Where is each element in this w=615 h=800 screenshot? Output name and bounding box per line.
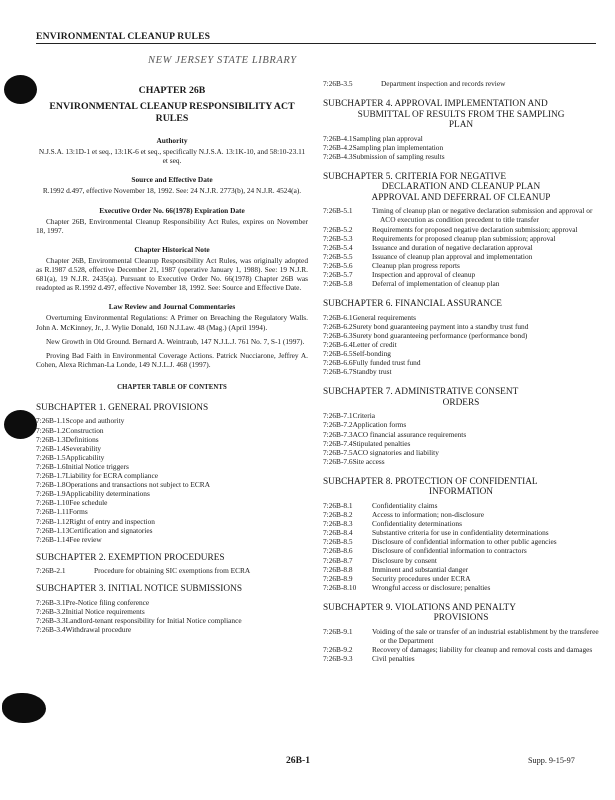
subchapter-line: INFORMATION <box>428 487 494 498</box>
subchapter-line: ORDERS <box>442 397 480 408</box>
section-number: 7:26B-4.2 <box>323 142 353 152</box>
subchapter-line: PLAN <box>448 120 474 131</box>
section-number: 7:26B-8.1 <box>323 500 353 510</box>
section-number: 7:26B-8.5 <box>323 537 353 547</box>
authority-text: N.J.S.A. 13:1D-1 et seq., 13:1K-6 et seq., specifically N.J.S.A. 13:1K-10, and 58:10-23.11 et seq. <box>38 147 306 166</box>
section-number: 7:26B-8.9 <box>323 573 353 583</box>
section-number: 7:26B-3.3 <box>36 616 66 626</box>
section-title: Surety bond guaranteeing payment into a standby trust fund <box>352 321 529 331</box>
toc-list <box>323 501 599 592</box>
toc-entry <box>323 430 599 439</box>
subchapter-heading: SUBCHAPTER 1. GENERAL PROVISIONS <box>36 402 209 413</box>
law-review-entry: Proving Bad Faith in Environmental Coverage Actions. Patrick Nucciarone, Jeffrey A. Cohen, Alexa Richman-La Londe, 149 N.J.L.J. 468 (1997). <box>36 350 308 369</box>
section-title: ACO signatories and liability <box>352 447 439 457</box>
section-title: Initial Notice requirements <box>65 606 145 616</box>
section-title: Applicability <box>65 452 105 462</box>
section-title: Withdrawal procedure <box>65 625 132 635</box>
section-number: 7:26B-6.1 <box>323 312 353 322</box>
toc-entry <box>36 507 308 516</box>
running-header: ENVIRONMENTAL CLEANUP RULES <box>36 31 211 42</box>
section-title: Right of entry and inspection <box>69 516 155 526</box>
toc-entry <box>36 517 308 526</box>
section-title: Fully funded trust fund <box>352 358 421 368</box>
toc-entry <box>323 143 599 152</box>
toc-entry <box>36 416 308 425</box>
section-title: ACO financial assurance requirements <box>352 429 467 439</box>
toc-entry <box>323 645 599 654</box>
source-heading: Source and Effective Date <box>131 175 213 185</box>
toc-entry <box>323 349 599 358</box>
section-title: Scope and authority <box>65 416 125 426</box>
section-title: Voiding of the sale or transfer of an industrial establishment by the transferee or the Department <box>372 626 599 645</box>
subchapter-line: APPROVAL AND DEFERRAL OF CLEANUP <box>371 192 551 203</box>
section-number: 7:26B-5.1 <box>323 206 353 216</box>
toc-entry <box>323 225 599 234</box>
subchapter-heading <box>323 603 599 624</box>
toc-entry <box>323 654 599 663</box>
section-title: Site access <box>352 456 385 466</box>
toc-entry <box>323 313 599 322</box>
section-title: Application forms <box>352 420 407 430</box>
section-number: 7:26B-1.12 <box>36 516 70 526</box>
section-number: 7:26B-5.4 <box>323 242 353 252</box>
section-number: 7:26B-6.7 <box>323 367 353 377</box>
section-title: Disclosure of confidential information to contractors <box>372 546 527 556</box>
toc-entry <box>323 79 599 88</box>
toc-list <box>36 566 308 575</box>
section-number: 7:26B-2.1 <box>36 566 66 576</box>
toc-entry <box>36 607 308 616</box>
section-number: 7:26B-1.11 <box>36 507 69 517</box>
toc-entry <box>36 498 308 507</box>
historical-note-text: Chapter 26B, Environmental Cleanup Responsibility Act Rules, was originally adopted as R.1987 d.528, effective December 21, 1987 (operative January 1, 1988). See: 19 N.J.R. 681(a), 19 N.J.R. 2435(a). Pursuant to Executive Order No. 66(1978) Chapter 26B was readopted as R.1992 d.497, effective November 18, 1992. See: Source and Effective Date. <box>36 255 308 293</box>
section-title: Requirements for proposed cleanup plan submission; approval <box>372 233 556 243</box>
section-title: Operations and transactions not subject to ECRA <box>65 480 210 490</box>
toc-entry <box>323 420 599 429</box>
toc-entry <box>323 340 599 349</box>
section-number: 7:26B-4.3 <box>323 151 353 161</box>
section-title: Sampling plan approval <box>352 133 423 143</box>
toc-entry <box>323 270 599 279</box>
toc-entry <box>323 152 599 161</box>
toc-entry <box>36 480 308 489</box>
toc-entry <box>323 565 599 574</box>
section-number: 7:26B-5.7 <box>323 270 353 280</box>
page-number: 26B-1 <box>286 755 310 766</box>
section-title: Criteria <box>352 411 376 421</box>
section-title: Liability for ECRA compliance <box>65 471 158 481</box>
toc-entry <box>323 583 599 592</box>
toc-entry <box>323 537 599 546</box>
section-title: Surety bond guaranteeing performance (performance bond) <box>352 330 528 340</box>
section-title: Severability <box>65 443 102 453</box>
toc-entry <box>323 519 599 528</box>
section-title: Sampling plan implementation <box>352 142 444 152</box>
subchapter-line: SUBCHAPTER 7. ADMINISTRATIVE CONSENT <box>323 387 519 398</box>
section-number: 7:26B-5.6 <box>323 260 353 270</box>
toc-entry <box>323 574 599 583</box>
historical-note-heading: Chapter Historical Note <box>134 244 210 254</box>
section-title: Procedure for obtaining SIC exemptions from ECRA <box>94 566 251 576</box>
section-title: Access to information; non-disclosure <box>372 510 484 520</box>
subchapter-line: SUBCHAPTER 9. VIOLATIONS AND PENALTY <box>323 602 516 613</box>
toc-entry <box>323 448 599 457</box>
toc-entry <box>36 435 308 444</box>
section-number: 7:26B-6.3 <box>323 330 353 340</box>
section-title: Forms <box>68 507 88 517</box>
toc-entry <box>36 426 308 435</box>
punch-hole-top <box>4 75 37 104</box>
toc-entry <box>323 358 599 367</box>
toc-entry <box>323 279 599 288</box>
right-column <box>323 79 599 663</box>
subchapter-heading: SUBCHAPTER 2. EXEMPTION PROCEDURES <box>36 552 225 563</box>
subchapter-heading <box>323 477 599 498</box>
toc-entry <box>323 501 599 510</box>
section-title: General requirements <box>352 312 417 322</box>
header-rule <box>36 43 596 44</box>
toc-entry <box>36 453 308 462</box>
law-review-entry: Overturning Environmental Regulations: A Primer on Breaching the Regulatory Walls. John A. McKinney, Jr., J. Wylie Donald, 160 N.J.Law. 48 (Mag.) (April 1994). <box>36 313 308 332</box>
section-number: 7:26B-8.3 <box>323 519 353 529</box>
executive-order-heading: Executive Order No. 66(1978) Expiration Date <box>99 205 245 215</box>
toc-entry <box>323 252 599 261</box>
section-number: 7:26B-7.5 <box>323 447 353 457</box>
subchapter-line: DECLARATION AND CLEANUP PLAN <box>381 182 541 193</box>
toc-entry <box>36 462 308 471</box>
section-title: Timing of cleanup plan or negative declaration submission and approval or ACO execution as condition precedent to title transfer <box>372 206 593 225</box>
section-number: 7:26B-1.1 <box>36 416 66 426</box>
toc-list <box>323 134 599 161</box>
subchapter-heading: SUBCHAPTER 3. INITIAL NOTICE SUBMISSIONS <box>36 584 243 595</box>
toc-entry <box>323 367 599 376</box>
section-number: 7:26B-5.5 <box>323 251 353 261</box>
toc-entry <box>323 457 599 466</box>
section-number: 7:26B-9.1 <box>323 626 353 636</box>
punch-hole-middle <box>4 410 37 439</box>
section-number: 7:26B-6.4 <box>323 340 353 349</box>
section-number: 7:26B-8.4 <box>323 528 353 538</box>
section-number: 7:26B-1.10 <box>36 498 70 508</box>
section-number: 7:26B-3.2 <box>36 606 66 616</box>
section-title: Letter of credit <box>352 340 397 349</box>
source-text: R.1992 d.497, effective November 18, 1992. See: 24 N.J.R. 2773(b), 24 N.J.R. 4524(a). <box>42 186 302 196</box>
section-number: 7:26B-6.2 <box>323 321 353 331</box>
section-number: 7:26B-9.2 <box>323 645 353 655</box>
toc-entry <box>323 546 599 555</box>
toc-entry <box>323 439 599 448</box>
section-title: Landlord-tenant responsibility for Initial Notice compliance <box>65 616 242 626</box>
section-title: Certification and signatories <box>69 525 153 535</box>
toc-entry <box>323 234 599 243</box>
law-review-entry: New Growth in Old Ground. Bernard A. Weintraub, 147 N.J.L.J. 761 No. 7, S-1 (1997). <box>46 336 305 346</box>
toc-entry <box>36 535 308 544</box>
section-title: Self-bonding <box>352 349 391 359</box>
toc-entry <box>323 510 599 519</box>
table-of-contents-heading: CHAPTER TABLE OF CONTENTS <box>117 383 227 391</box>
toc-entry <box>323 261 599 270</box>
section-number: 7:26B-1.9 <box>36 489 66 499</box>
section-title: Standby trust <box>352 367 392 377</box>
section-title: Construction <box>65 425 104 435</box>
section-title: Substantive criteria for use in confidentiality determinations <box>372 528 549 538</box>
subchapter-line: SUBMITTAL OF RESULTS FROM THE SAMPLING <box>357 109 565 120</box>
section-number: 7:26B-7.4 <box>323 438 353 448</box>
subchapter-line: SUBCHAPTER 4. APPROVAL IMPLEMENTATION AND <box>323 99 548 110</box>
subchapter-line: SUBCHAPTER 8. PROTECTION OF CONFIDENTIAL <box>323 476 538 487</box>
section-number: 7:26B-1.2 <box>36 425 66 435</box>
section-number: 7:26B-1.14 <box>36 534 70 544</box>
toc-entry <box>323 627 599 645</box>
subchapter-heading: SUBCHAPTER 6. FINANCIAL ASSURANCE <box>323 299 502 310</box>
section-number: 7:26B-6.5 <box>323 349 353 359</box>
section-number: 7:26B-8.6 <box>323 546 353 556</box>
section-number: 7:26B-5.3 <box>323 233 353 243</box>
toc-entry <box>36 566 308 575</box>
section-number: 7:26B-8.8 <box>323 564 353 574</box>
executive-order-text: Chapter 26B, Environmental Cleanup Responsibility Act Rules, expires on November 18, 1997. <box>36 216 308 235</box>
subchapter-heading <box>323 387 599 408</box>
library-stamp: NEW JERSEY STATE LIBRARY <box>148 55 297 66</box>
section-number: 7:26B-7.1 <box>323 411 353 421</box>
toc-list <box>323 206 599 288</box>
section-number: 7:26B-3.1 <box>36 597 66 607</box>
authority-heading: Authority <box>156 136 188 146</box>
section-title: Pre-Notice filing conference <box>65 597 150 607</box>
section-title: Issuance of cleanup plan approval and implementation <box>372 251 533 261</box>
section-number: 7:26B-3.4 <box>36 625 66 635</box>
toc-list <box>36 598 308 634</box>
section-title: Confidentiality determinations <box>372 519 462 529</box>
toc-entry <box>323 556 599 565</box>
section-number: 7:26B-1.5 <box>36 452 66 462</box>
section-title: Fee review <box>69 534 102 544</box>
supplement-date: Supp. 9-15-97 <box>528 756 575 765</box>
subchapter-heading <box>323 172 599 204</box>
law-review-heading: Law Review and Journal Commentaries <box>108 302 236 312</box>
section-title: Definitions <box>65 434 99 444</box>
subchapter-heading <box>323 99 599 131</box>
toc-entry <box>323 528 599 537</box>
toc-list <box>36 416 308 543</box>
section-title: Recovery of damages; liability for cleanup and removal costs and damages <box>372 645 593 655</box>
section-title: Issuance and duration of negative declaration approval <box>372 242 533 252</box>
section-title: Security procedures under ECRA <box>372 573 471 583</box>
chapter-title: ENVIRONMENTAL CLEANUP RESPONSIBILITY ACT RULES <box>49 101 295 125</box>
subchapter-line: PROVISIONS <box>433 613 489 624</box>
left-column <box>36 70 308 634</box>
section-title: Disclosure by consent <box>372 555 437 565</box>
section-number: 7:26B-1.8 <box>36 480 66 490</box>
section-title: Department inspection and records review <box>381 79 506 88</box>
toc-list <box>323 411 599 466</box>
section-number: 7:26B-7.2 <box>323 420 353 430</box>
section-number: 7:26B-9.3 <box>323 654 353 664</box>
section-title: Fee schedule <box>69 498 108 508</box>
section-title: Stipulated penalties <box>352 438 411 448</box>
punch-hole-bottom <box>2 693 46 723</box>
section-number: 7:26B-4.1 <box>323 133 353 143</box>
section-number: 7:26B-5.8 <box>323 279 353 289</box>
toc-entry <box>36 444 308 453</box>
section-number: 7:26B-6.6 <box>323 358 353 368</box>
section-number: 7:26B-5.2 <box>323 224 353 234</box>
section-title: Disclosure of confidential information to other public agencies <box>372 537 557 547</box>
toc-entry <box>323 331 599 340</box>
section-title: Confidentiality claims <box>372 500 438 510</box>
toc-entry <box>36 489 308 498</box>
toc-entry <box>36 625 308 634</box>
toc-entry <box>323 411 599 420</box>
section-number: 7:26B-1.3 <box>36 434 66 444</box>
toc-entry <box>323 134 599 143</box>
toc-entry <box>36 616 308 625</box>
toc-entry <box>323 206 599 224</box>
section-title: Initial Notice triggers <box>65 461 129 471</box>
section-title: Requirements for proposed negative declaration submission; approval <box>372 224 578 234</box>
toc-entry <box>36 598 308 607</box>
chapter-number: CHAPTER 26B <box>138 85 206 96</box>
toc-entry <box>323 243 599 252</box>
section-number: 7:26B-8.7 <box>323 555 353 565</box>
toc-list <box>323 313 599 377</box>
section-title: Inspection and approval of cleanup <box>372 270 476 280</box>
subchapter-line: SUBCHAPTER 5. CRITERIA FOR NEGATIVE <box>323 171 507 182</box>
section-number: 7:26B-8.10 <box>323 582 357 592</box>
section-number: 7:26B-3.5 <box>323 79 353 88</box>
section-number: 7:26B-1.6 <box>36 461 66 471</box>
section-number: 7:26B-7.3 <box>323 429 353 439</box>
section-title: Deferral of implementation of cleanup plan <box>372 279 500 289</box>
toc-entry <box>323 322 599 331</box>
section-number: 7:26B-8.2 <box>323 510 353 520</box>
section-number: 7:26B-1.4 <box>36 443 66 453</box>
toc-entry <box>36 471 308 480</box>
section-number: 7:26B-7.6 <box>323 456 353 466</box>
section-title: Imminent and substantial danger <box>372 564 469 574</box>
toc-list <box>323 627 599 663</box>
section-title: Cleanup plan progress reports <box>372 260 460 270</box>
section-title: Wrongful access or disclosure; penalties <box>372 582 491 592</box>
section-number: 7:26B-1.13 <box>36 525 70 535</box>
toc-entry <box>36 526 308 535</box>
section-title: Submission of sampling results <box>352 151 445 161</box>
section-number: 7:26B-1.7 <box>36 471 66 481</box>
section-title: Civil penalties <box>372 654 415 664</box>
section-title: Applicability determinations <box>65 489 150 499</box>
